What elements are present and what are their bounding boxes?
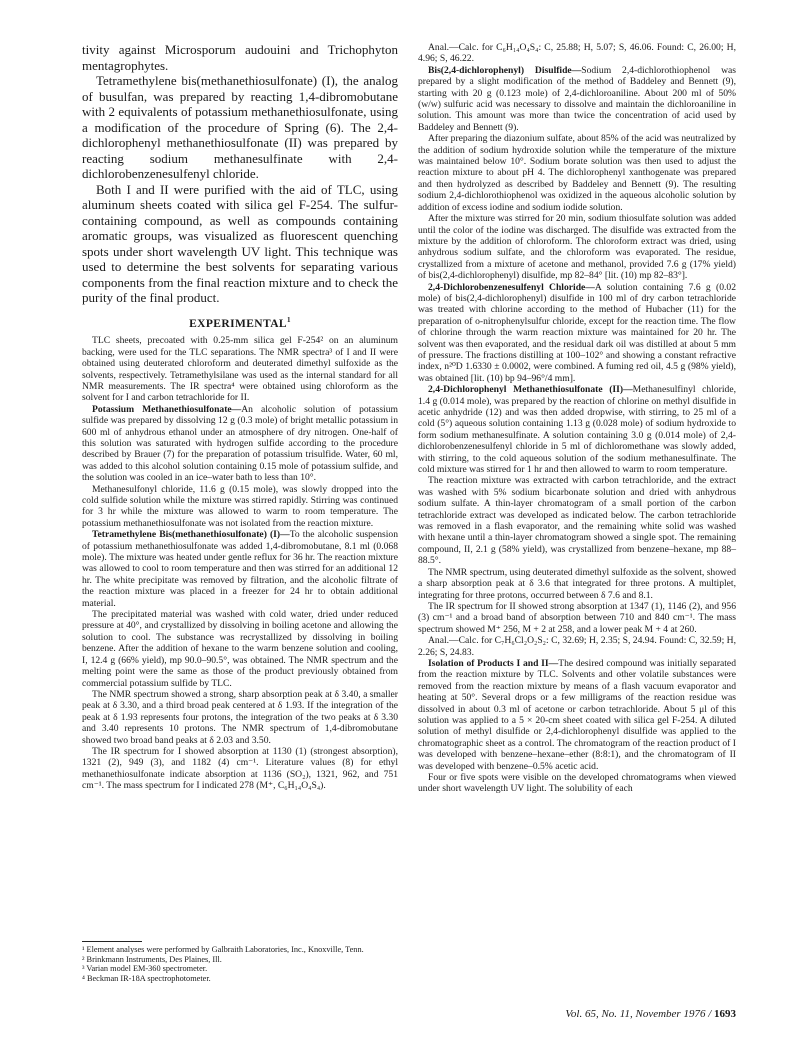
intro-text	[82, 42, 398, 306]
body-paragraph	[418, 65, 736, 133]
body-paragraph	[82, 484, 398, 530]
body-paragraph	[418, 282, 736, 385]
body-paragraph	[418, 567, 736, 601]
body-paragraph	[418, 475, 736, 566]
paragraph-text: The IR spectrum for I showed absorption at 1130 (1) (strongest absorption), 1321 (2), 949 (3), and 1182 (4) cm⁻¹. Literature values (8) for ethyl methanethiosulfonate indicate absorption at 1136 (SO₂), 1321, 962, and 751 cm⁻¹. The mass spectrum for I indicated 278 (M⁺, C₆H₁₄O₄S₄).	[82, 745, 398, 792]
paragraph-text: Anal.—Calc. for C₇H₆Cl₂O₂S₂: C, 32.69; H, 2.35; S, 24.94. Found: C, 32.59; H, 2.26; S, 24.83.	[418, 635, 736, 658]
body-paragraph	[418, 658, 736, 772]
run-in-heading: Isolation of Products I and II—	[428, 657, 559, 669]
body-paragraph	[82, 746, 398, 792]
paragraph-text: Anal.—Calc. for C₆H₁₄O₄S₄: C, 25.88; H, 5.07; S, 46.06. Found: C, 26.00; H, 4.96; S, 46.22.	[418, 42, 736, 65]
footnotes	[82, 941, 398, 983]
paragraph-text: TLC sheets, precoated with 0.25-mm silica gel F-254² on an aluminum backing, were used for the TLC separations. The NMR spectra³ of I and II were obtained using deuterated chloroform and deuterated dimethyl sulfoxide as the solvents, respectively. Tetramethylsilane was used as the internal standard for all NMR measurements. The IR spectra⁴ were obtained using chloroform as the solvent for I and carbon tetrachloride for II.	[82, 335, 398, 404]
run-in-heading: 2,4-Dichlorophenyl Methanethiosulfonate (II)—	[428, 384, 633, 396]
page-number: 1693	[714, 1008, 736, 1020]
footnote: ² Brinkmann Instruments, Des Plaines, Ill.	[82, 954, 222, 964]
right-body	[418, 42, 736, 795]
run-in-heading: 2,4-Dichlorobenzenesulfenyl Chloride—	[428, 281, 595, 293]
body-paragraph	[418, 601, 736, 635]
right-column	[418, 42, 736, 795]
journal-citation: Vol. 65, No. 11, November 1976 /	[565, 1008, 714, 1020]
paragraph-text: Four or five spots were visible on the developed chromatograms when viewed under short wavelength UV light. The solubility of each	[418, 772, 736, 795]
left-body	[82, 335, 398, 791]
paragraph-text: The desired compound was initially separated from the reaction mixture by TLC. Solvents and other volatile substances were removed from the reaction mixture by means of a flash vacuum evaporator and heating at 50°. Several drops or a few milligrams of the reaction residue was dissolved in about 0.3 ml of acetone or carbon tetrachloride. About 5 μl of this solution was applied to a 5 × 20-cm sheet coated with silica gel F-254. A diluted solution of methyl disulfide or 2,4-dichlorophenyl disulfide was applied to the chromatographic sheet as a control. The chromatogram of the reaction product of I was developed with benzene–hexane–ether (8:8:1), and the chromatogram of II was developed with benzene–0.5% acetic acid.	[418, 657, 736, 772]
page-folio	[565, 1008, 736, 1020]
body-paragraph	[418, 133, 736, 213]
paragraph-text: The precipitated material was washed with cold water, dried under reduced pressure at 40°, and crystallized by dissolving in boiling acetone and allowing the solution to cool. The substance was recrystallized by dissolving in boiling benzene. After the addition of hexane to the warm benzene solution and cooling, I, 12.4 g (66% yield), mp 90.0–90.5°, was obtained. The NMR spectrum and the melting point were the same as those of the product previously obtained from commercial potassium sulfide by TLC.	[82, 609, 398, 689]
paragraph-text: Methanesulfinyl chloride, 1.4 g (0.014 mole), was prepared by the reaction of chlorine on methyl disulfide in acetic anhydride (12) and was then added dropwise, with stirring, to 25 ml of a cold (5°) aqueous solution containing 1.13 g (0.028 mole) of sodium hydroxide to form sodium methanesulfinate. A solution containing 3.0 g (0.014 mole) of 2,4-dichlorobenzenesulfenyl chloride in 5 ml of dichloromethane was slowly added, with stirring, to the cold aqueous solution of the sodium methanesulfinate. The cold mixture was stirred for 1 hr and then allowed to warm to room temperature.	[418, 384, 736, 476]
left-column	[82, 42, 398, 792]
paragraph-text: A solution containing 7.6 g (0.02 mole) of bis(2,4-dichlorophenyl) disulfide in 100 ml of dry carbon tetrachloride was treated with chlorine according to the method of Hubacher (11) for the preparation of o-nitrophenylsulfur chloride, except for the reaction time. The flow of chlorine through the warm reaction mixture was maintained for 20 hr. The solvent was then evaporated, and the residual dark oil was distilled at about 5 mm of pressure. The fractions distilling at 100–102° and showing a constant refractive index, n²⁰D 1.6330 ± 0.0002, were combined. A fuming red oil, 4.5 g (98% yield), was obtained [lit. (10) bp 94–96°/4 mm].	[418, 281, 736, 384]
paragraph-text: To the alcoholic suspension of potassium methanethiosulfonate was added 1,4-dibromobutane, 8.1 ml (0.068 mole). The mixture was heated under gentle reflux for 36 hr. The reaction mixture was allowed to cool to room temperature and then was stirred for an additional 12 hr. The white precipitate was removed by filtration, and the alcoholic filtrate of the reaction mixture was placed in a freezer for 24 hr to obtain additional material.	[82, 529, 398, 609]
run-in-heading: Tetramethylene Bis(methanethiosulfonate) (I)—	[92, 529, 290, 541]
paragraph-text: Methanesulfonyl chloride, 11.6 g (0.15 mole), was slowly dropped into the cold sulfide solution while the mixture was stirred rapidly. Stirring was continued for 3 hr while the mixture was allowed to warm to room temperature. The potassium methanethiosulfonate was not isolated from the reaction mixture.	[82, 483, 398, 529]
paragraph-text: After preparing the diazonium sulfate, about 85% of the acid was neutralized by the addition of sodium hydroxide solution while the temperature of the mixture was maintained below 10°. Sodium borate solution was then used to adjust the reaction mixture to about pH 4. The dichlorophenyl xanthogenate was prepared and then hydrolyzed as described by Baddeley and Bennett (9). The resulting sodium 2,4-dichlorothiophenol was oxidized in the aqueous alcoholic solution by addition of excess iodine and sodium iodide solution.	[418, 133, 736, 213]
footnote: ³ Varian model EM-360 spectrometer.	[82, 964, 208, 974]
intro-paragraph: Both I and II were purified with the aid of TLC, using aluminum sheets coated with silica gel F-254. The sulfur-containing compound, as well as compounds containing aromatic groups, was visualized as fluorescent quenching spots under short wavelength UV light. This technique was used to determine the best solvents for separating various components from the final reaction mixture and to check the purity of the final product.	[82, 181, 398, 305]
paragraph-text: The IR spectrum for II showed strong absorption at 1347 (1), 1146 (2), and 956 (3) cm⁻¹ and a broad band of absorption between 710 and 840 cm⁻¹. The mass spectrum showed M⁺ 256, M + 2 at 258, and a lower peak M + 4 at 260.	[418, 600, 736, 635]
footnote: ¹ Element analyses were performed by Galbraith Laboratories, Inc., Knoxville, Tenn.	[82, 945, 364, 954]
paragraph-text: The reaction mixture was extracted with carbon tetrachloride, and the extract was washed with 5% sodium bicarbonate solution and dried with anhydrous sodium sulfate. A thin-layer chromatogram of a small portion of the carbon tetrachloride extract was developed as indicated below. The carbon tetrachloride was removed in a flash evaporator, and the remaining white solid was washed with hexane until a thin-layer chromatogram showed a single spot. The remaining compound, II, 2.1 g (58% yield), was crystallized from benzene–hexane, mp 88–88.5°.	[418, 475, 736, 567]
paragraph-text: The NMR spectrum showed a strong, sharp absorption peak at δ 3.40, a smaller peak at δ 3.30, and a third broad peak centered at δ 1.93. If the integration of the peak at δ 1.93 represents four protons, the integration of the two peaks at δ 3.30 and 3.40 represents 10 protons. The NMR spectrum of 1,4-dibromobutane showed two broad band peaks at δ 2.03 and 3.50.	[82, 688, 398, 746]
body-paragraph	[82, 404, 398, 484]
body-paragraph	[418, 384, 736, 475]
body-paragraph	[418, 42, 736, 65]
body-paragraph	[82, 609, 398, 689]
footnote-rule	[82, 941, 142, 942]
body-paragraph	[418, 213, 736, 281]
body-paragraph	[82, 335, 398, 403]
run-in-heading: Potassium Methanethiosulfonate—	[92, 403, 242, 415]
paragraph-text: The NMR spectrum, using deuterated dimethyl sulfoxide as the solvent, showed a sharp absorption peak at δ 3.6 that integrated for three protons. A multiplet, integrating for three protons, occurred between δ 7.6 and 8.1.	[418, 566, 737, 601]
run-in-heading: Bis(2,4-dichlorophenyl) Disulfide—	[428, 64, 582, 76]
paragraph-text: Sodium 2,4-dichlorothiophenol was prepared by a slight modification of the method of Baddeley and Bennett (9), starting with 20 g (0.123 mole) of 2,4-dichloroaniline. About 200 ml of 50% (w/w) sulfuric acid was necessary to dissolve and maintain the dichloroaniline in solution. This amount was more than twice the concentration of acid used by Baddeley and Bennett (9).	[418, 64, 736, 133]
footnote: ⁴ Beckman IR-18A spectrophotometer.	[82, 973, 211, 983]
experimental-heading: EXPERIMENTAL$^1$	[189, 315, 291, 330]
body-paragraph	[418, 772, 736, 795]
body-paragraph	[418, 635, 736, 658]
intro-paragraph: tivity against Microsporum audouini and Trichophyton mentagrophytes.	[82, 42, 398, 73]
body-paragraph	[82, 529, 398, 609]
paragraph-text: An alcoholic solution of potassium sulfide was prepared by dissolving 12 g (0.3 mole) of bright metallic potassium in 600 ml of anhydrous ethanol under an atmosphere of dry nitrogen. One-half of this solution was saturated with hydrogen sulfide according to the procedure described by Brauer (7) for the preparation of potassium trisulfide. Water, 60 ml, was added to this alcohol solution containing 0.15 mole of potassium sulfide, and the solution was cooled in an ice–water bath to less than 10°.	[82, 403, 398, 484]
body-paragraph	[82, 689, 398, 746]
intro-paragraph: Tetramethylene bis(methanethiosulfonate) (I), the analog of busulfan, was prepared by reacting 1,4-dibromobutane with 2 equivalents of potassium methanethiosulfonate, using a modification of the procedure of Spring (6). The 2,4-dichlorophenyl methanethiosulfonate (II) was prepared by reacting sodium methanesulfinate with 2,4-dichlorobenzenesulfenyl chloride.	[82, 73, 398, 181]
paragraph-text: After the mixture was stirred for 20 min, sodium thiosulfate solution was added until the color of the iodine was discharged. The disulfide was extracted from the mixture by the addition of chloroform. The chloroform extract was dried, using anhydrous sodium sulfate, and the chloroform was evaporated. The residue, crystallized from a mixture of acetone and methanol, provided 7.6 g (17% yield) of bis(2,4-dichlorophenyl) disulfide, mp 82–84° [lit. (10) mp 82–83°].	[418, 213, 736, 282]
